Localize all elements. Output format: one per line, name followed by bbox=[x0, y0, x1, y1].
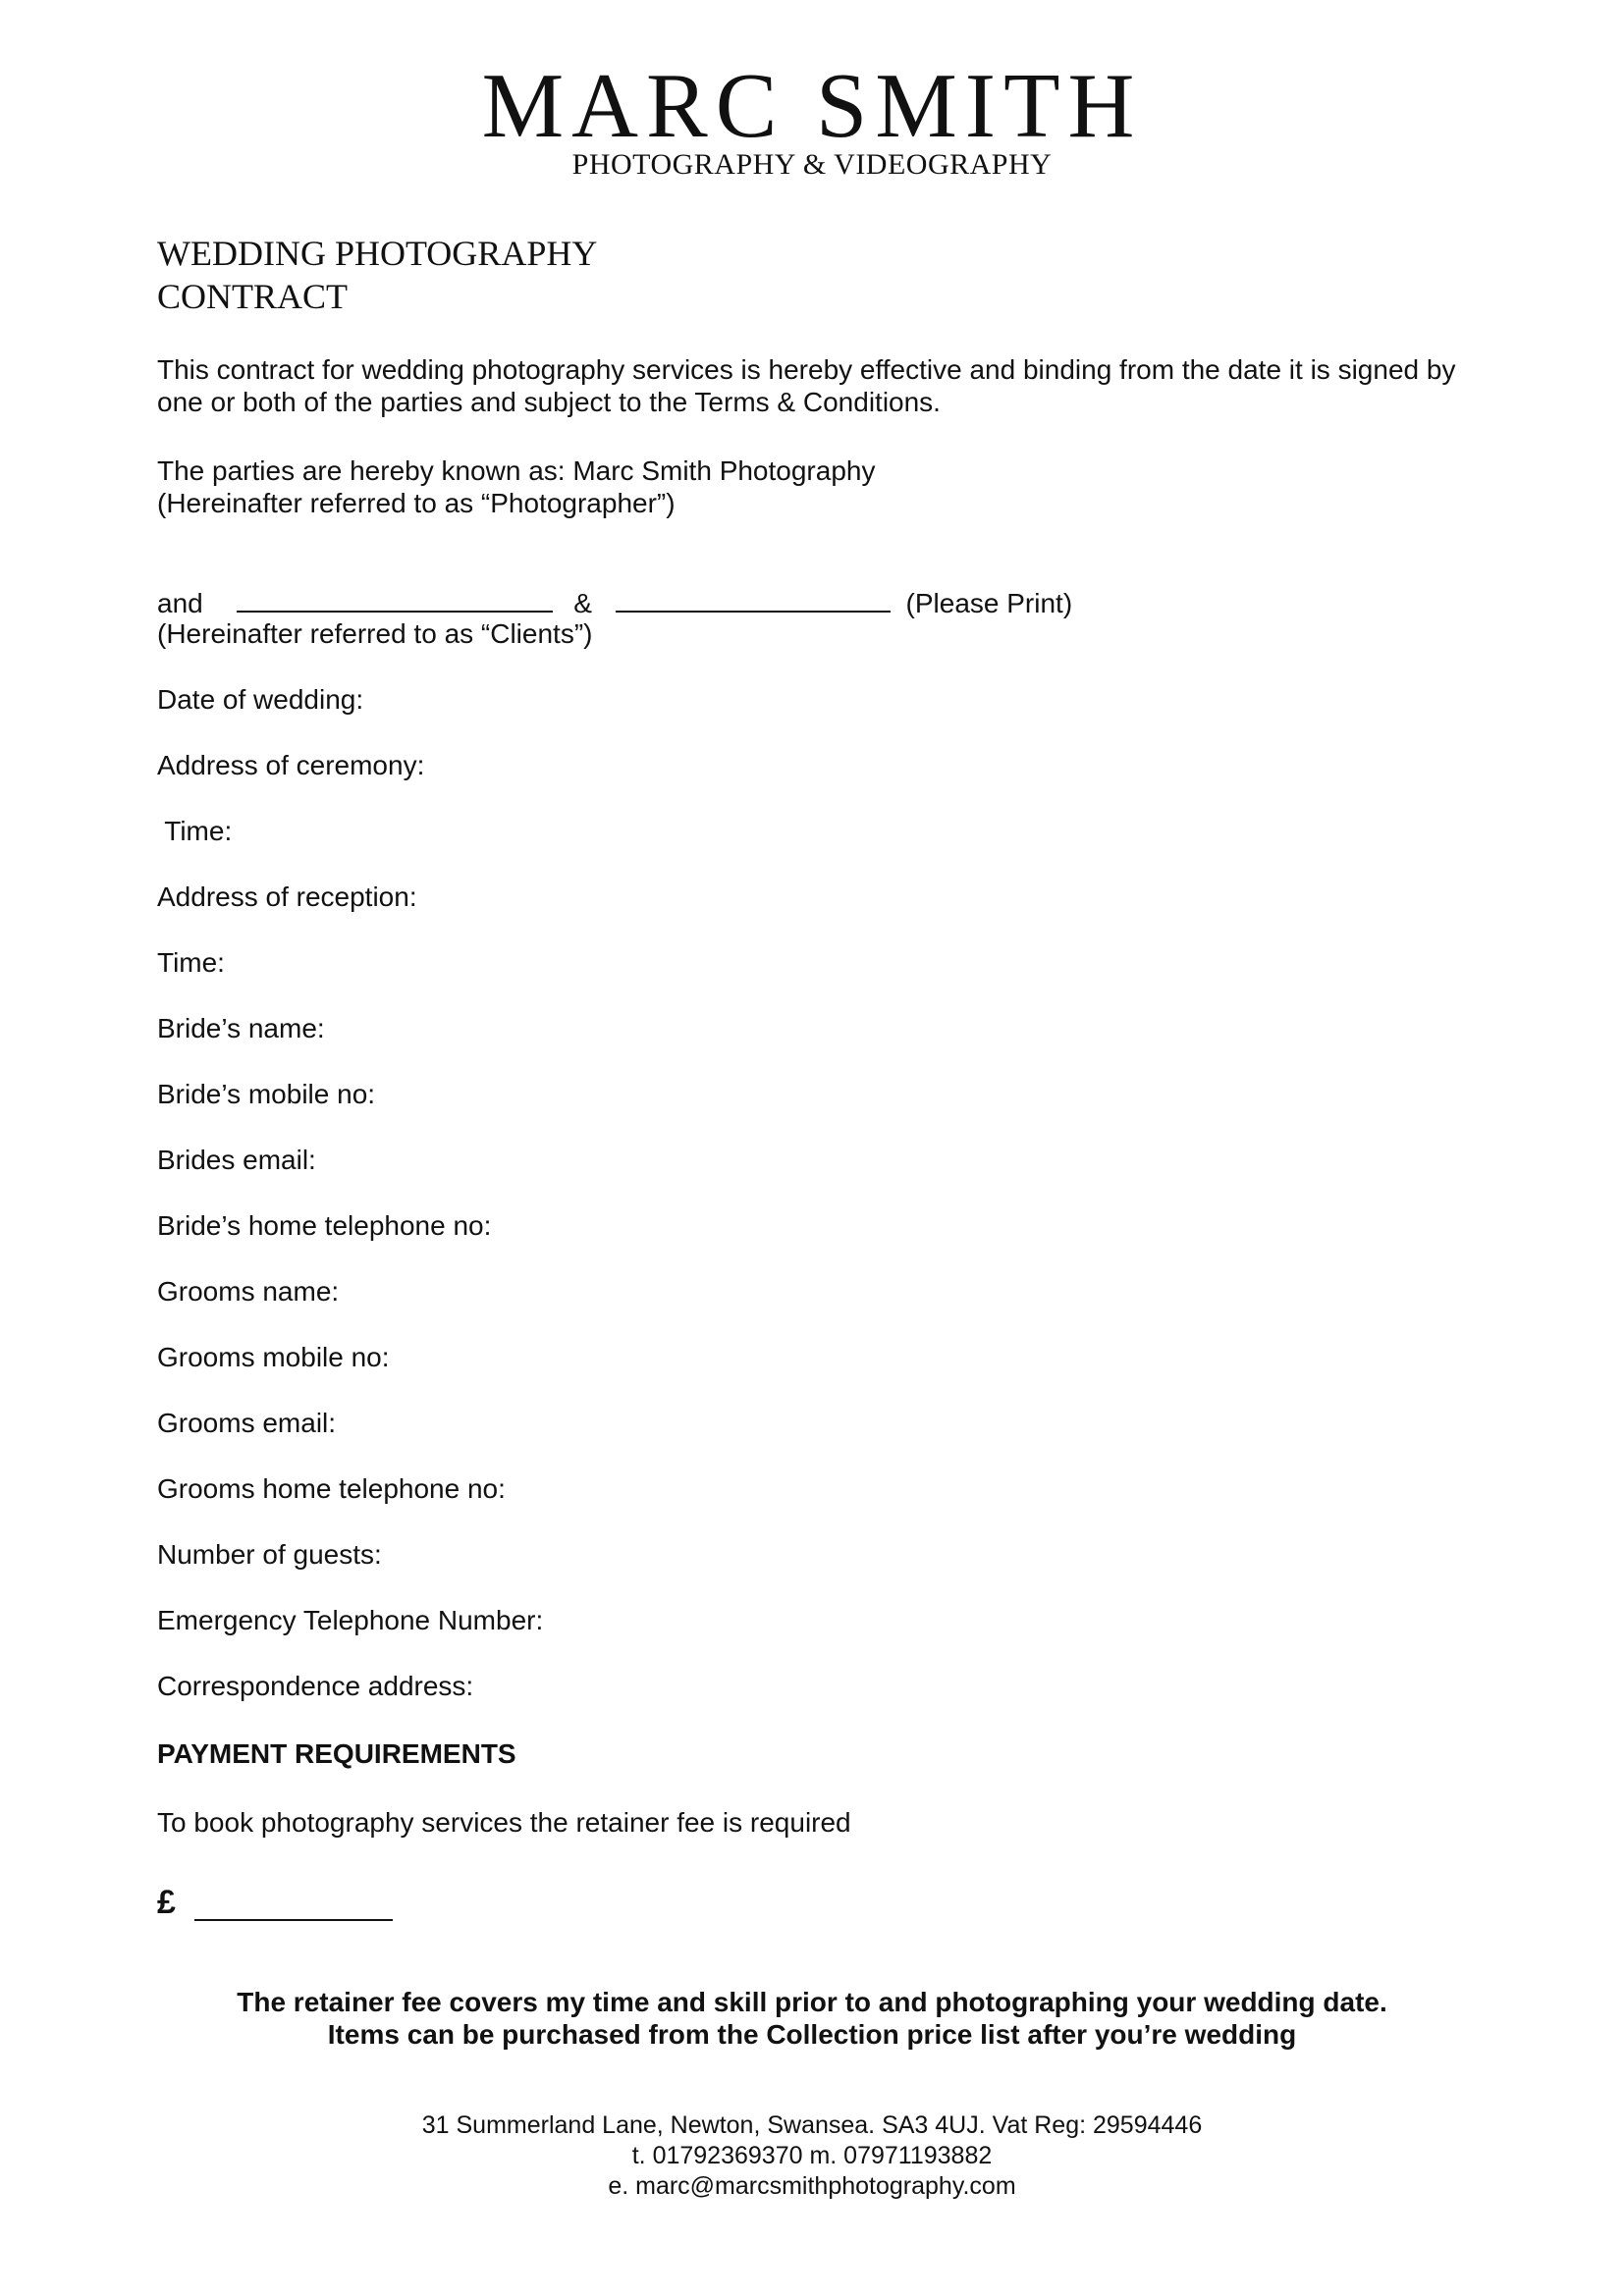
field-correspondence-address: Correspondence address: bbox=[157, 1671, 474, 1701]
contract-title-line-1: WEDDING PHOTOGRAPHY bbox=[157, 234, 598, 273]
footer-phones: t. 01792369370 m. 07971193882 bbox=[631, 2142, 993, 2169]
parties-line-1: The parties are hereby known as: Marc Smith Photography bbox=[157, 455, 876, 486]
field-ceremony-time: Time: bbox=[157, 816, 233, 846]
please-print-label: (Please Print) bbox=[905, 588, 1073, 618]
field-emergency-phone: Emergency Telephone Number: bbox=[157, 1605, 544, 1635]
field-bride-name: Bride’s name: bbox=[157, 1013, 325, 1043]
footer-address: 31 Summerland Lane, Newton, Swansea. SA3 4UJ. Vat Reg: 29594446 bbox=[421, 2111, 1203, 2139]
pound-sign: £ bbox=[157, 1884, 176, 1921]
notice-line-1: The retainer fee covers my time and skill prior to and photographing your wedding date. bbox=[237, 1987, 1387, 2017]
client-name-1-blank[interactable] bbox=[237, 585, 553, 613]
ampersand-label: & bbox=[573, 588, 592, 618]
field-ceremony-address: Address of ceremony: bbox=[157, 750, 425, 780]
brand-name: MARC SMITH bbox=[481, 55, 1143, 157]
payment-heading: PAYMENT REQUIREMENTS bbox=[157, 1738, 516, 1769]
clients-names-row bbox=[157, 585, 1072, 619]
brand-subtitle: PHOTOGRAPHY & VIDEOGRAPHY bbox=[571, 148, 1053, 181]
field-groom-name: Grooms name: bbox=[157, 1276, 340, 1307]
field-bride-mobile: Bride’s mobile no: bbox=[157, 1079, 376, 1109]
field-number-of-guests: Number of guests: bbox=[157, 1539, 382, 1570]
client-name-2-blank[interactable] bbox=[616, 585, 891, 613]
field-groom-email: Grooms email: bbox=[157, 1408, 337, 1438]
clients-referred-line: (Hereinafter referred to as “Clients”) bbox=[157, 618, 593, 649]
field-groom-mobile: Grooms mobile no: bbox=[157, 1342, 390, 1372]
retainer-fee-blank[interactable] bbox=[194, 1919, 393, 1921]
notice-line-2: Items can be purchased from the Collection price list after you’re wedding bbox=[327, 2019, 1297, 2050]
field-bride-email: Brides email: bbox=[157, 1145, 316, 1175]
field-bride-home-phone: Bride’s home telephone no: bbox=[157, 1210, 492, 1241]
intro-line-2: one or both of the parties and subject to the Terms & Conditions. bbox=[157, 387, 941, 417]
intro-line-1: This contract for wedding photography services is hereby effective and binding from the date it is signed by bbox=[157, 354, 1456, 385]
field-groom-home-phone: Grooms home telephone no: bbox=[157, 1473, 506, 1504]
payment-text: To book photography services the retainer fee is required bbox=[157, 1807, 851, 1838]
contract-title-line-2: CONTRACT bbox=[157, 277, 349, 316]
and-label: and bbox=[157, 588, 203, 618]
field-reception-time: Time: bbox=[157, 947, 225, 978]
field-reception-address: Address of reception: bbox=[157, 881, 417, 912]
footer-email[interactable]: e. marc@marcsmithphotography.com bbox=[608, 2172, 1016, 2200]
field-date-of-wedding: Date of wedding: bbox=[157, 684, 364, 715]
parties-line-2: (Hereinafter referred to as “Photographer”) bbox=[157, 488, 676, 518]
